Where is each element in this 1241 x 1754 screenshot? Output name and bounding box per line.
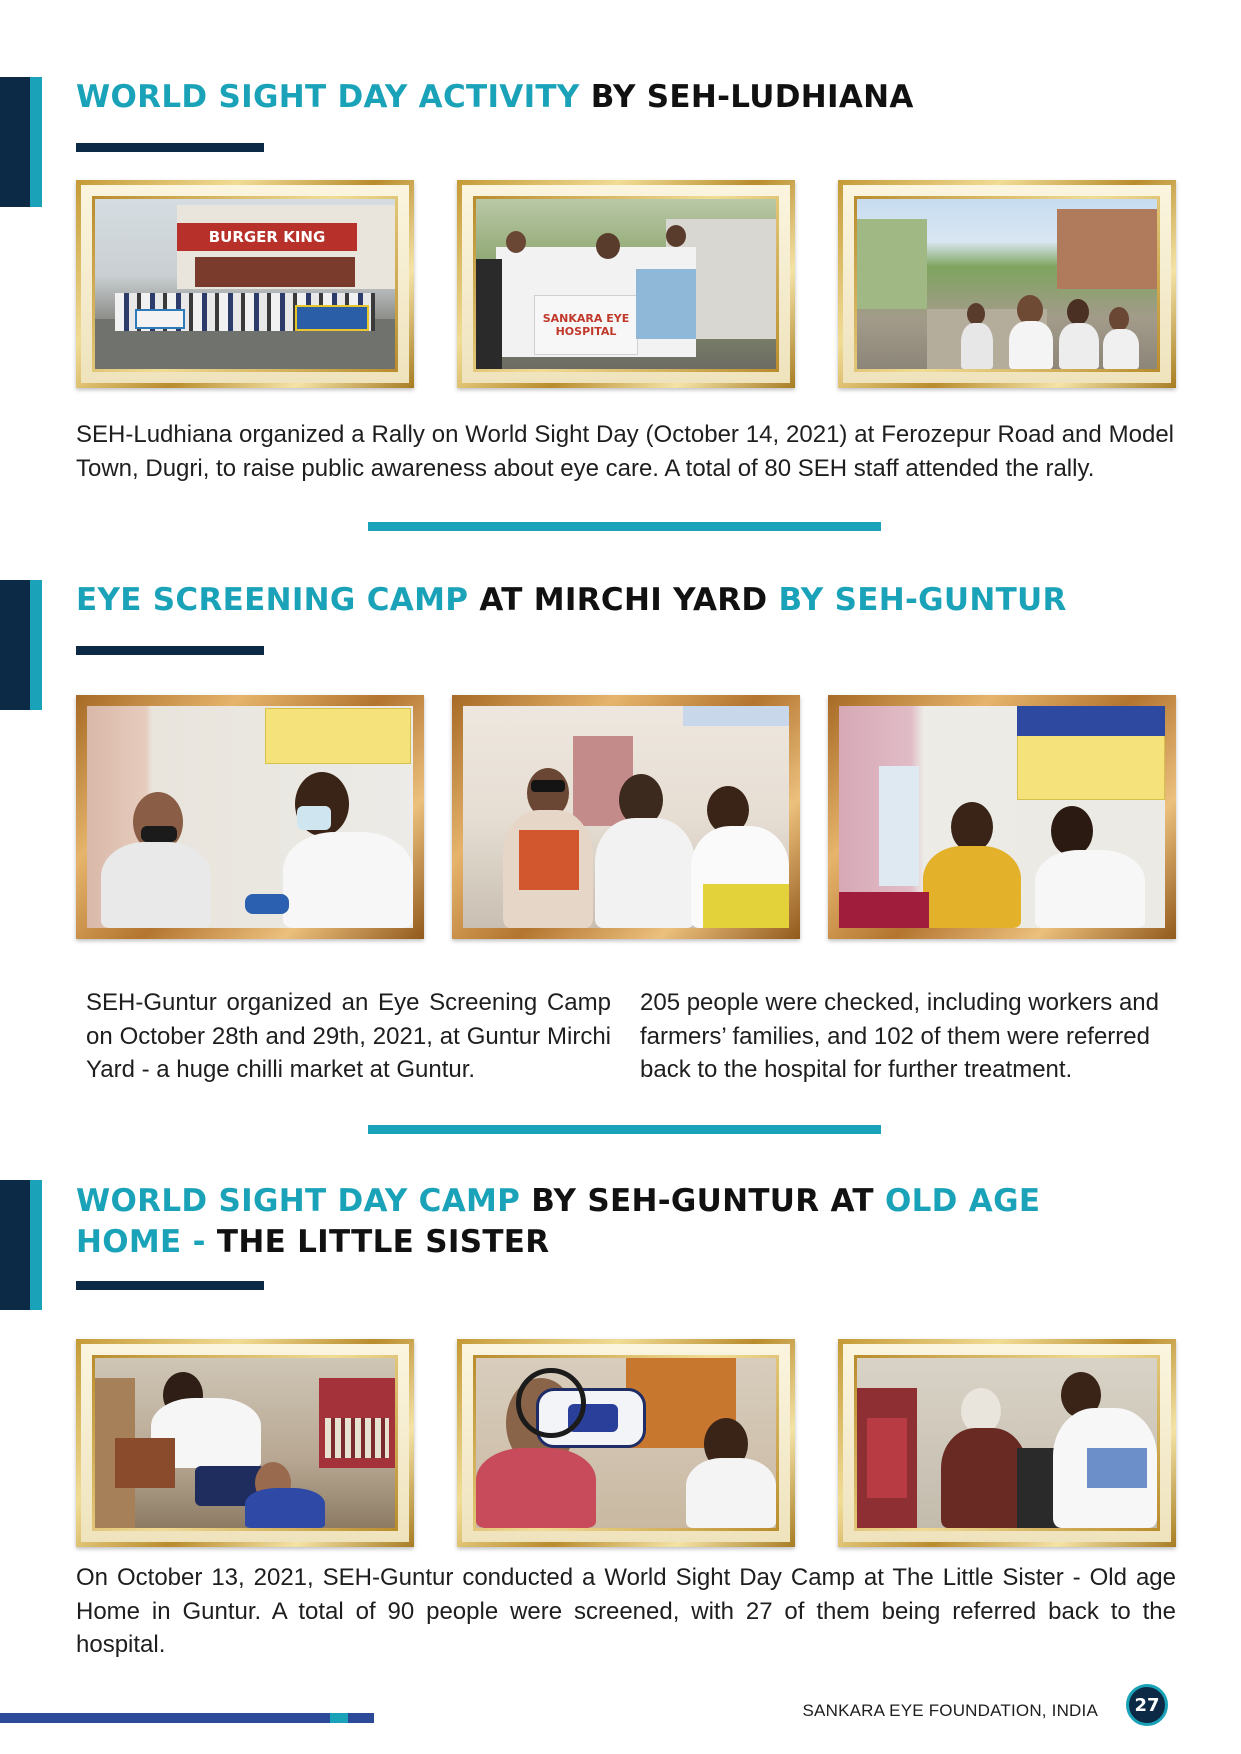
section-2-paragraph-left: SEH-Guntur organized an Eye Screening Camp on October 28th and 29th, 2021, at Guntur Mirchi Yard - a huge chilli market at Guntur. [86, 989, 611, 1083]
photo-frame [452, 695, 800, 939]
section-3-accent-bar [0, 1180, 44, 1310]
photo-frame [76, 1339, 414, 1547]
heading-teal-part: OLD AGE [884, 1183, 1041, 1219]
rally-photo-street [857, 199, 1157, 369]
footer-bar-teal [330, 1713, 348, 1723]
camp-photo-examination [95, 1358, 395, 1528]
heading-dark-part: THE LITTLE SISTER [216, 1224, 550, 1260]
heading-dark-part: BY SEH-GUNTUR AT [531, 1183, 885, 1219]
section-1-accent-bar [0, 77, 44, 207]
screening-photo-elderly-man [87, 706, 413, 928]
section-1-photo-row [76, 180, 1176, 388]
section-3-photo-row [76, 1339, 1176, 1547]
photo-frame [76, 695, 424, 939]
heading-dark-part: AT MIRCHI YARD [479, 582, 779, 618]
section-1-heading [76, 77, 914, 118]
heading-teal-part: WORLD SIGHT DAY ACTIVITY [76, 79, 591, 115]
heading-teal-part: BY SEH-GUNTUR [778, 582, 1067, 618]
section-2-photo-row [76, 695, 1176, 939]
section-3-heading-underline [76, 1281, 264, 1290]
heading-dark-part: BY SEH-LUDHIANA [590, 79, 914, 115]
rally-photo-burger-king [95, 199, 395, 369]
rally-photo-banner [476, 199, 776, 369]
section-2-paragraph-right: 205 people were checked, including workers and farmers’ families, and 102 of them were referred back to the hospital for further treatment. [640, 989, 1159, 1083]
section-divider [368, 522, 881, 531]
sankara-eye-hospital-sign: SANKARA EYE HOSPITAL [534, 295, 638, 355]
section-2-accent-bar [0, 580, 44, 710]
camp-poster [265, 708, 411, 764]
photo-frame [838, 180, 1176, 388]
section-divider [368, 1125, 881, 1134]
camp-photo-elderly-woman [857, 1358, 1157, 1528]
section-3-paragraph: On October 13, 2021, SEH-Guntur conducted a World Sight Day Camp at The Little Sister - Old age Home in Guntur. A total of 90 people were screened, with 27 of them being referred back to the hospital. [76, 1564, 1176, 1658]
photo-frame [838, 1339, 1176, 1547]
photo-frame [76, 180, 414, 388]
section-3-heading [76, 1181, 1040, 1263]
section-2-heading [76, 580, 1067, 621]
footer-bar-navy-end [348, 1713, 374, 1723]
camp-photo-vision-device [476, 1358, 776, 1528]
heading-teal-part: EYE SCREENING CAMP [76, 582, 480, 618]
heading-teal-part: WORLD SIGHT DAY CAMP [76, 1183, 532, 1219]
page-number-badge: 27 [1126, 1684, 1168, 1726]
screening-photo-couple [463, 706, 789, 928]
section-2-heading-underline [76, 646, 264, 655]
photo-frame [828, 695, 1176, 939]
photo-frame [457, 180, 795, 388]
screening-photo-woman [839, 706, 1165, 928]
burger-king-sign: BURGER KING [177, 223, 357, 251]
footer-organization: SANKARA EYE FOUNDATION, INDIA [802, 1701, 1098, 1720]
section-1-heading-underline [76, 143, 264, 152]
heading-teal-part: HOME - [76, 1224, 217, 1260]
section-1-paragraph: SEH-Ludhiana organized a Rally on World Sight Day (October 14, 2021) at Ferozepur Road and Model Town, Dugri, to raise public awareness about eye care. A total of 80 SEH staff attended the rally. [76, 421, 1174, 482]
footer-bar-navy [0, 1713, 330, 1723]
photo-frame [457, 1339, 795, 1547]
